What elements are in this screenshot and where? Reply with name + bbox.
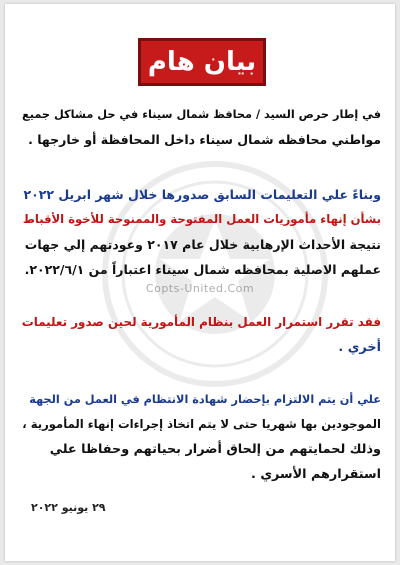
- paragraph-decision: [21, 310, 381, 360]
- paragraph-line: عملهم الاصلية بمحافظه شمال سيناء اعتباراً من ٢٠٢٢/٦/١.: [24, 262, 381, 277]
- paragraph-conditions: [21, 387, 381, 487]
- paragraph-line: علي أن يتم الالتزام بإحضار شهادة الانتظام في العمل من الجهة: [29, 393, 381, 406]
- paragraph-instructions: [21, 182, 381, 282]
- paragraph-line: بشأن إنهاء مأموريات العمل المفتوحة والممنوحة للأخوة الأقباط: [22, 212, 381, 226]
- document-page: [5, 4, 395, 561]
- document-date: ٢٩ يونيو ٢٠٢٢: [31, 501, 106, 514]
- paragraph-line: في إطار حرص السيد / محافظ شمال سيناء في حل مشاكل جميع: [21, 108, 381, 121]
- paragraph-line: استقرارهم الأسري .: [251, 467, 381, 482]
- paragraph-line: مواطني محافظه شمال سيناء داخل المحافظة أو خارجها .: [28, 132, 381, 147]
- paragraph-line: فقد تقرر استمرار العمل بنظام المأمورية لحين صدور تعليمات: [21, 315, 381, 329]
- watermark-text: Copts-United.Com: [145, 282, 255, 295]
- paragraph-line: نتيجة الأحداث الإرهابية خلال عام ٢٠١٧ وعودتهم إلي جهات: [24, 237, 381, 252]
- paragraph-line: وبناءً علي التعليمات السابق صدورها خلال شهر ابريل ٢٠٢٢: [23, 187, 381, 202]
- paragraph-line: وذلك لحمايتهم من إلحاق أضرار بحياتهم وحفاظا علي: [49, 442, 381, 457]
- paragraph-intro: [21, 102, 381, 152]
- paragraph-line: الموجودين بها شهريا حتى لا يتم اتخاذ إجراءات إنهاء المأمورية ،: [22, 417, 381, 431]
- paragraph-line: أخري .: [338, 340, 381, 355]
- banner-title: بيان هام: [138, 38, 266, 86]
